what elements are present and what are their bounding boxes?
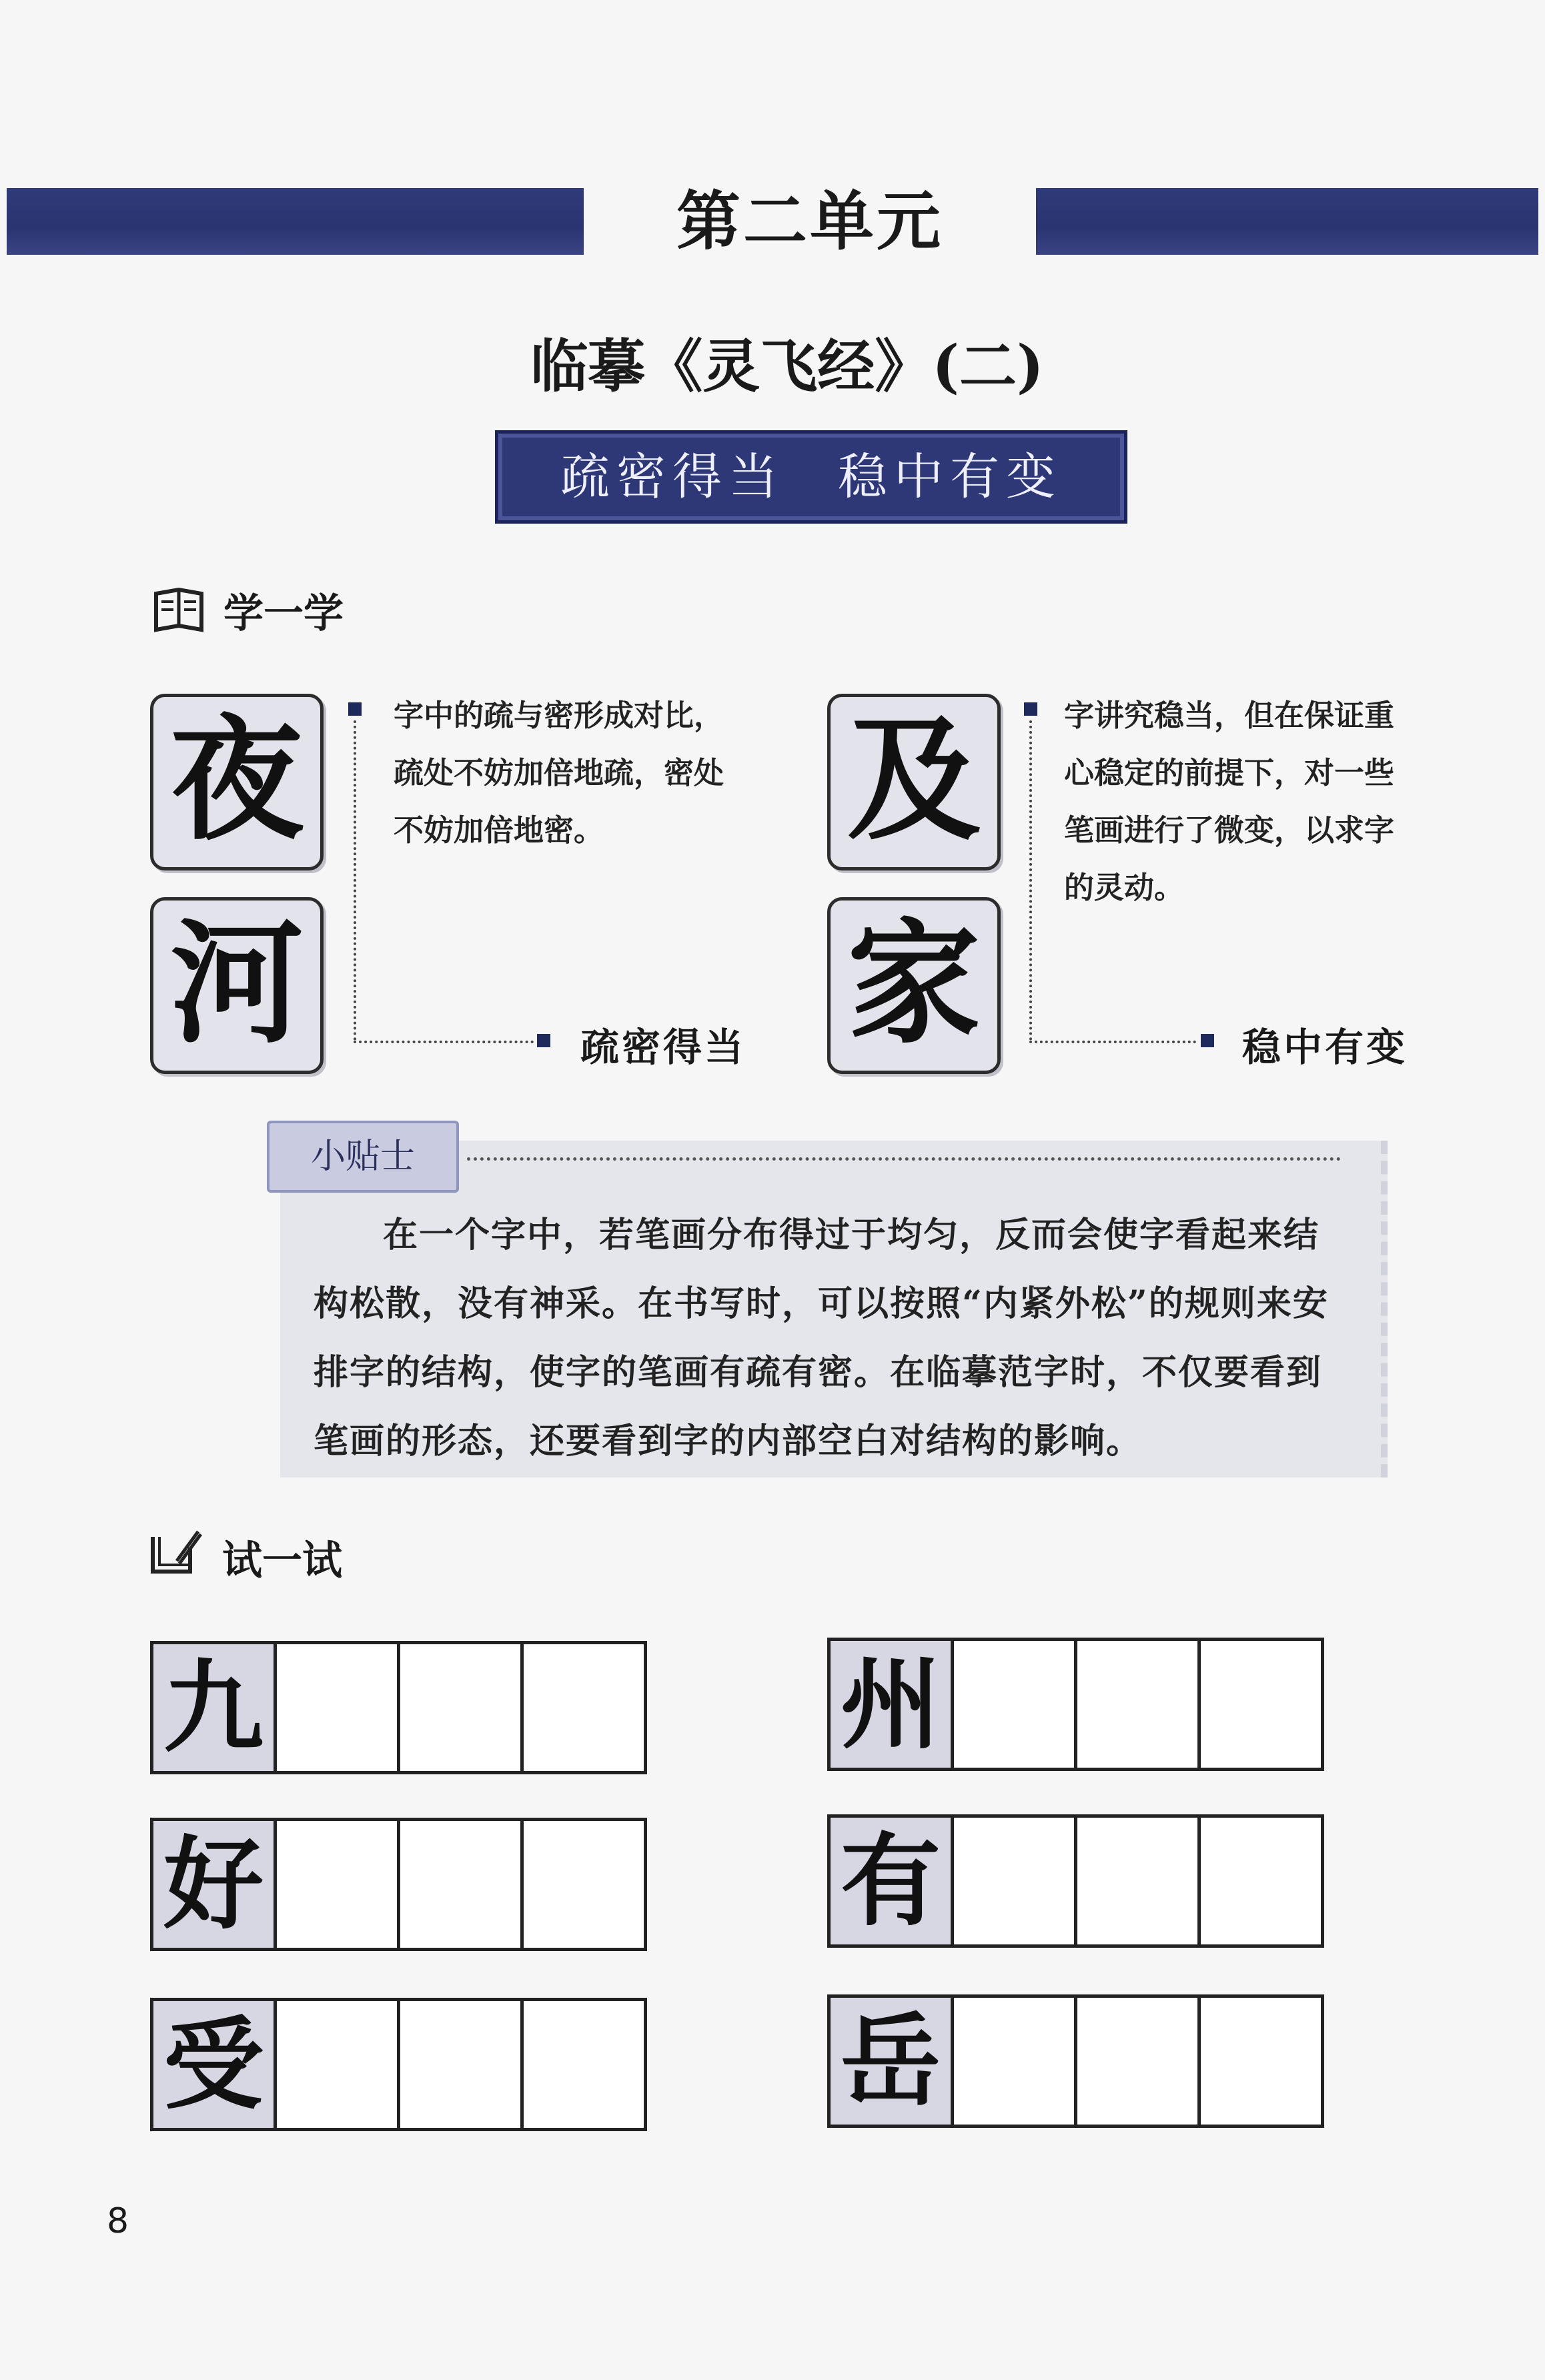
practice-cell[interactable] xyxy=(954,1818,1077,1944)
practice-cell[interactable] xyxy=(277,1644,400,1771)
bullet-marker xyxy=(537,1034,550,1047)
practice-cell[interactable] xyxy=(524,1821,644,1948)
practice-cell[interactable] xyxy=(1201,1998,1321,2125)
practice-cell[interactable] xyxy=(1077,1818,1201,1944)
learn-right-description: 字讲究稳当，但在保证重 心稳定的前提下，对一些 笔画进行了微变，以求字 的灵动。 xyxy=(1064,698,1395,905)
practice-row xyxy=(150,1818,647,1951)
theme-part-2: 稳中有变 xyxy=(838,448,1062,506)
practice-cell[interactable] xyxy=(400,2001,524,2128)
practice-cell[interactable] xyxy=(277,2001,400,2128)
theme-part-1: 疏密得当 xyxy=(560,448,785,506)
practice-cell[interactable] xyxy=(954,1998,1077,2125)
practice-cell[interactable] xyxy=(1077,1641,1201,1768)
connector-line xyxy=(354,720,356,1041)
practice-cell[interactable] xyxy=(524,2001,644,2128)
model-char: 好 xyxy=(153,1821,277,1948)
model-char: 有 xyxy=(831,1818,954,1944)
practice-cell[interactable] xyxy=(1077,1998,1201,2125)
theme-banner xyxy=(495,430,1127,524)
tip-label: 小贴士 xyxy=(267,1121,459,1193)
bullet-marker xyxy=(1201,1034,1214,1047)
connector-line xyxy=(1029,1041,1196,1043)
model-char: 受 xyxy=(153,2001,277,2128)
practice-cell[interactable] xyxy=(1201,1818,1321,1944)
page-number: 8 xyxy=(107,2201,129,2241)
practice-cell[interactable] xyxy=(400,1821,524,1948)
char-card: 河 xyxy=(150,897,324,1074)
learn-left-description: 字中的疏与密形成对比， 疏处不妨加倍地疏，密处 不妨加倍地密。 xyxy=(394,698,724,848)
tip-divider xyxy=(467,1157,1341,1161)
connector-line xyxy=(354,1041,534,1043)
practice-cell[interactable] xyxy=(954,1641,1077,1768)
char-card: 及 xyxy=(827,694,1001,870)
practice-cell[interactable] xyxy=(524,1644,644,1771)
practice-row xyxy=(827,1994,1324,2128)
model-char: 岳 xyxy=(831,1998,954,2125)
model-char: 州 xyxy=(831,1641,954,1768)
learn-heading: 学一学 xyxy=(223,590,344,637)
practice-row xyxy=(150,1641,647,1774)
connector-line xyxy=(1029,720,1032,1041)
unit-title: 第二单元 xyxy=(676,183,943,259)
learn-left-tag: 疏密得当 xyxy=(580,1025,746,1070)
lesson-title: 临摹《灵飞经》(二) xyxy=(530,333,1044,400)
tip-text: 在一个字中，若笔画分布得过于均匀，反而会使字看起来结构松散，没有神采。在书写时，可以按照“内紧外松”的规则来安排字的结构，使字的笔画有疏有密。在临摹范字时，不仅要看到笔画的形态，还要看到字的内部空白对结构的影响。 xyxy=(314,1215,1329,1461)
bullet-marker xyxy=(348,702,362,716)
book-icon xyxy=(152,587,205,635)
learn-right-tag: 稳中有变 xyxy=(1242,1025,1408,1070)
bullet-marker xyxy=(1024,702,1037,716)
practice-cell[interactable] xyxy=(1201,1641,1321,1768)
practice-cell[interactable] xyxy=(400,1644,524,1771)
practice-cell[interactable] xyxy=(277,1821,400,1948)
header-band-right xyxy=(1036,188,1538,255)
model-char: 九 xyxy=(153,1644,277,1771)
header-band-left xyxy=(7,188,584,255)
pen-book-icon xyxy=(150,1528,203,1576)
practice-row xyxy=(150,1998,647,2131)
try-heading: 试一试 xyxy=(222,1538,342,1584)
practice-row xyxy=(827,1638,1324,1771)
char-card: 夜 xyxy=(150,694,324,870)
char-card: 家 xyxy=(827,897,1001,1074)
practice-row xyxy=(827,1814,1324,1948)
